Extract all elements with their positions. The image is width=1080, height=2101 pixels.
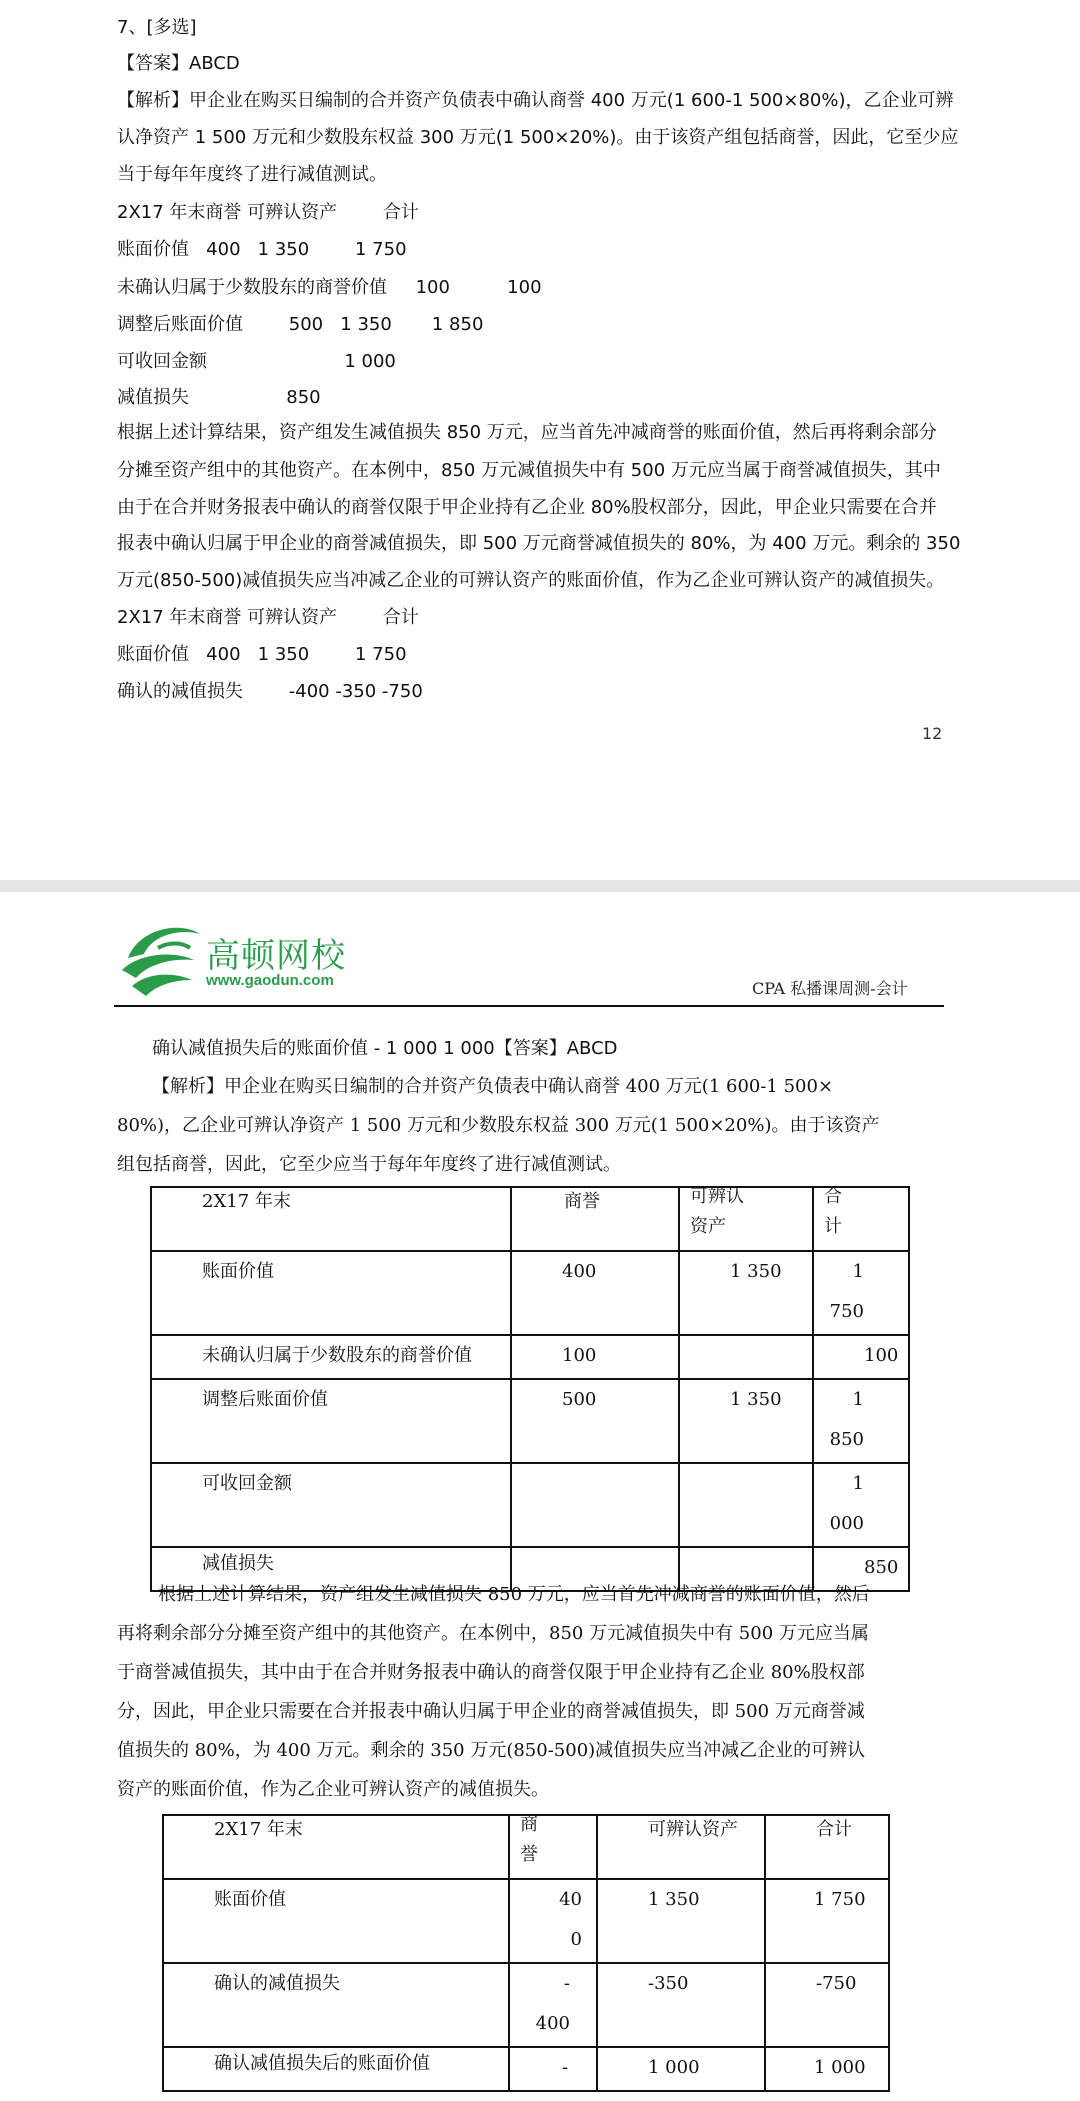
page-number: 12: [922, 724, 943, 743]
result-line: 报表中确认归属于甲企业的商誉减值损失，即 500 万元商誉减值损失的 80%，为 400 万元。剩余的 350: [117, 533, 961, 554]
result-line: 分，因此，甲企业只需要在合并报表中确认归属于甲企业的商誉减值损失，即 500 万元商誉减: [117, 1701, 865, 1722]
document-page-12: [0, 0, 1080, 880]
header-cell: 商誉: [564, 1191, 600, 1212]
result-line: 值损失的 80%，为 400 万元。剩余的 350 万元(850-500)减值损失应当冲减乙企业的可辨认: [117, 1740, 866, 1761]
header-cell: 商 誉: [520, 1814, 538, 1865]
plain-table-line: 确认的减值损失 -400 -350 -750: [117, 681, 423, 702]
plain-table-line: 2X17 年末商誉 可辨认资产 合计: [117, 202, 419, 223]
analysis-line: 80%)，乙企业可辨认净资产 1 500 万元和少数股东权益 300 万元(1 500×20%)。由于该资产: [117, 1115, 880, 1136]
plain-table-line: 减值损失 850: [117, 387, 321, 408]
analysis-line: 当于每年年度终了进行减值测试。: [117, 164, 387, 185]
table-cell: 40 0: [559, 1889, 582, 1950]
plain-table-line: 账面价值 400 1 350 1 750: [117, 644, 407, 665]
result-line: 资产的账面价值，作为乙企业可辨认资产的减值损失。: [117, 1779, 549, 1800]
table-cell: 1 350: [730, 1389, 782, 1410]
table-cell: 100: [562, 1345, 597, 1366]
document-page-13: [0, 892, 1080, 2101]
page-separator: [0, 880, 1080, 892]
gaodun-logo: [118, 920, 378, 1000]
result-line: 万元(850-500)减值损失应当冲减乙企业的可辨认资产的账面价值，作为乙企业可辨认资产的减值损失。: [117, 570, 945, 591]
table-cell: 500: [562, 1389, 597, 1410]
table-cell: 400: [562, 1261, 597, 1282]
result-line: 由于在合并财务报表中确认的商誉仅限于甲企业持有乙企业 80%股权部分，因此，甲企业只需要在合并: [117, 497, 937, 518]
header-course-title: CPA 私播课周测-会计: [752, 979, 908, 998]
header-cell: 2X17 年末: [214, 1819, 303, 1840]
row-label: 账面价值: [214, 1889, 286, 1910]
result-line: 根据上述计算结果，资产组发生减值损失 850 万元，应当首先冲减商誉的账面价值，然后: [158, 1584, 870, 1605]
table-cell: -350: [648, 1973, 689, 1994]
analysis-line: 认净资产 1 500 万元和少数股东权益 300 万元(1 500×20%)。由于该资产组包括商誉，因此，它至少应: [117, 127, 959, 148]
row-label: 账面价值: [202, 1261, 274, 1282]
table-row: [163, 1963, 889, 2047]
table-cell: 100: [864, 1345, 899, 1366]
table-cell: - 400: [535, 1973, 570, 2034]
table-row: [163, 2047, 889, 2091]
impairment-table: [150, 1186, 910, 1592]
table-cell: 1 000: [829, 1473, 864, 1534]
header-cell: 可辨认 资产: [690, 1186, 744, 1237]
header-cell: 可辨认资产: [648, 1819, 738, 1840]
table-cell: 1 350: [648, 1889, 700, 1910]
header-cell: 合 计: [824, 1186, 842, 1237]
row-label: 调整后账面价值: [202, 1389, 328, 1410]
plain-table-line: 可收回金额 1 000: [117, 351, 396, 372]
row-label: 未确认归属于少数股东的商誉价值: [202, 1345, 472, 1366]
plain-table-line: 2X17 年末商誉 可辨认资产 合计: [117, 607, 419, 628]
question-number: 7、[多选]: [117, 17, 197, 38]
table-cell: 1 000: [648, 2057, 700, 2078]
result-line: 分摊至资产组中的其他资产。在本例中，850 万元减值损失中有 500 万元应当属于商誉减值损失，其中: [117, 460, 941, 481]
recognized-loss-table: [162, 1814, 890, 2092]
result-line: 根据上述计算结果，资产组发生减值损失 850 万元，应当首先冲减商誉的账面价值，然后再将剩余部分: [117, 422, 937, 443]
table-row: [151, 1251, 909, 1335]
table-cell: 1 350: [730, 1261, 782, 1282]
table-row: [151, 1335, 909, 1379]
analysis-line: 【解析】甲企业在购买日编制的合并资产负债表中确认商誉 400 万元(1 600-1 500×80%)，乙企业可辨: [117, 90, 954, 111]
answer-line: 【答案】ABCD: [117, 53, 240, 74]
table-row: [151, 1463, 909, 1547]
header-cell: 2X17 年末: [202, 1191, 291, 1212]
result-line: 于商誉减值损失，其中由于在合并财务报表中确认的商誉仅限于甲企业持有乙企业 80%股权部: [117, 1662, 865, 1683]
table-cell: 1 750: [814, 1889, 866, 1910]
table-cell: 1 850: [829, 1389, 864, 1450]
row-label: 减值损失: [202, 1553, 274, 1574]
plain-table-line: 未确认归属于少数股东的商誉价值 100 100: [117, 277, 542, 298]
table-header-row: [163, 1815, 889, 1879]
carry-over-line: 确认减值损失后的账面价值 - 1 000 1 000【答案】ABCD: [152, 1038, 618, 1059]
header-rule: [114, 1005, 944, 1007]
header-cell: 合计: [816, 1819, 852, 1840]
table-row: [151, 1379, 909, 1463]
table-cell: 1 750: [829, 1261, 864, 1322]
plain-table-line: 账面价值 400 1 350 1 750: [117, 239, 407, 260]
table-cell: -: [562, 2057, 569, 2078]
row-label: 可收回金额: [202, 1473, 292, 1494]
plain-table-line: 调整后账面价值 500 1 350 1 850: [117, 314, 484, 335]
table-cell: 1 000: [814, 2057, 866, 2078]
swirl-logo-icon: [118, 920, 204, 1000]
table-row: [163, 1879, 889, 1963]
table-cell: -750: [816, 1973, 857, 1994]
analysis-line: 组包括商誉，因此，它至少应当于每年年度终了进行减值测试。: [117, 1154, 621, 1175]
row-label: 确认减值损失后的账面价值: [214, 2053, 430, 2074]
logo-chinese-text: 高顿网校: [206, 936, 346, 976]
table-cell: 850: [864, 1557, 899, 1578]
logo-url-text: www.gaodun.com: [206, 972, 334, 989]
analysis-line: 【解析】甲企业在购买日编制的合并资产负债表中确认商誉 400 万元(1 600-1 500×: [152, 1076, 834, 1097]
row-label: 确认的减值损失: [214, 1973, 340, 1994]
result-line: 再将剩余部分分摊至资产组中的其他资产。在本例中，850 万元减值损失中有 500 万元应当属: [117, 1623, 869, 1644]
table-header-row: [151, 1187, 909, 1251]
